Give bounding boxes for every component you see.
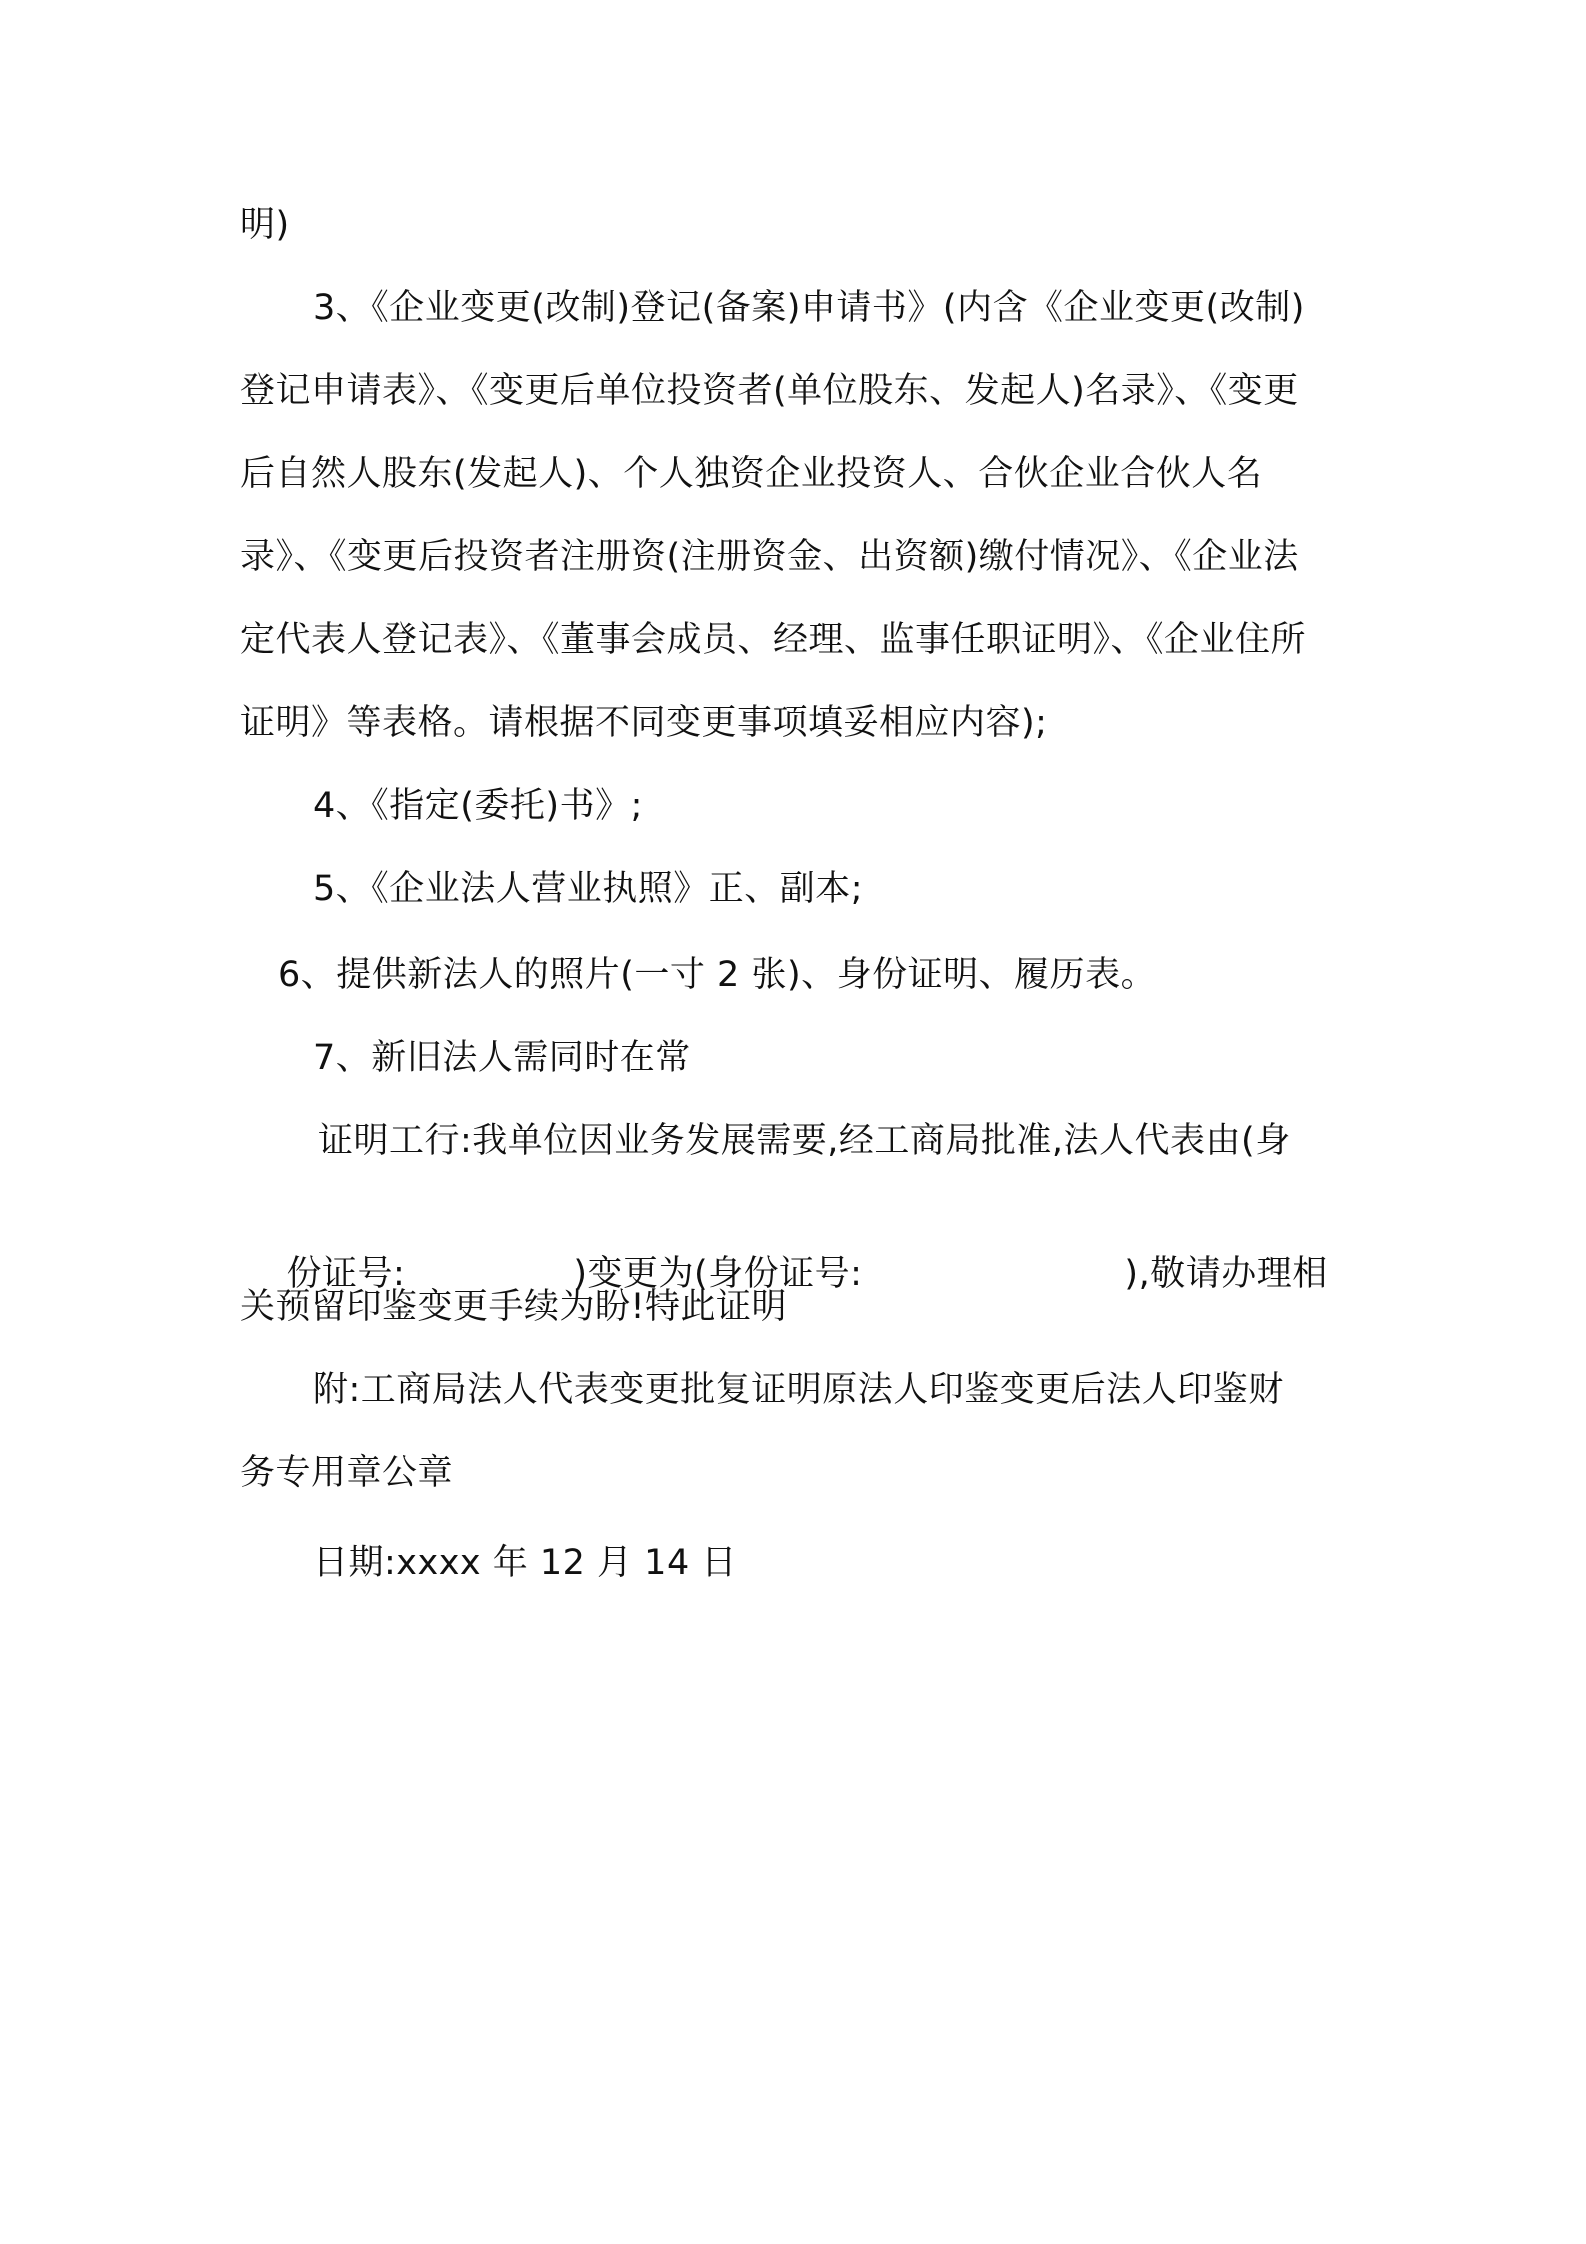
date-line: 日期:xxxx 年 12 月 14 日 [313,1543,737,1583]
list-item-7: 7、新旧法人需同时在常 [313,1038,691,1078]
text-line: 务专用章公章 [240,1453,454,1493]
id-line-end: ),敬请办理相 [1124,1254,1328,1294]
list-item-6: 6、提供新法人的照片(一寸 2 张)、身份证明、履历表。 [278,955,1157,995]
list-item-3: 3、《企业变更(改制)登记(备案)申请书》(内含《企业变更(改制) [313,288,1305,328]
id-label-new: )变更为(身份证号: [573,1254,863,1294]
text-line: 登记申请表》、《变更后单位投资者(单位股东、发起人)名录》、《变更 [240,371,1299,411]
text-line: 录》、《变更后投资者注册资(注册资金、出资额)缴付情况》、《企业法 [240,537,1299,577]
text-line: 关预留印鉴变更手续为盼!特此证明 [240,1287,788,1327]
text-line: 明) [240,205,290,245]
text-line: 定代表人登记表》、《董事会成员、经理、监事任职证明》、《企业住所 [240,620,1307,660]
list-item-4: 4、《指定(委托)书》; [313,786,643,826]
text-line: 后自然人股东(发起人)、个人独资企业投资人、合伙企业合伙人名 [240,454,1263,494]
id-label-old: 份证号: [286,1254,406,1294]
text-line: 证明》等表格。请根据不同变更事项填妥相应内容); [240,703,1048,743]
id-number-line [240,1199,1328,1294]
attachment-line: 附:工商局法人代表变更批复证明原法人印鉴变更后法人印鉴财 [313,1370,1284,1410]
certificate-opening: 证明工行:我单位因业务发展需要,经工商局批准,法人代表由(身 [318,1121,1291,1161]
list-item-5: 5、《企业法人营业执照》正、副本; [313,869,864,909]
